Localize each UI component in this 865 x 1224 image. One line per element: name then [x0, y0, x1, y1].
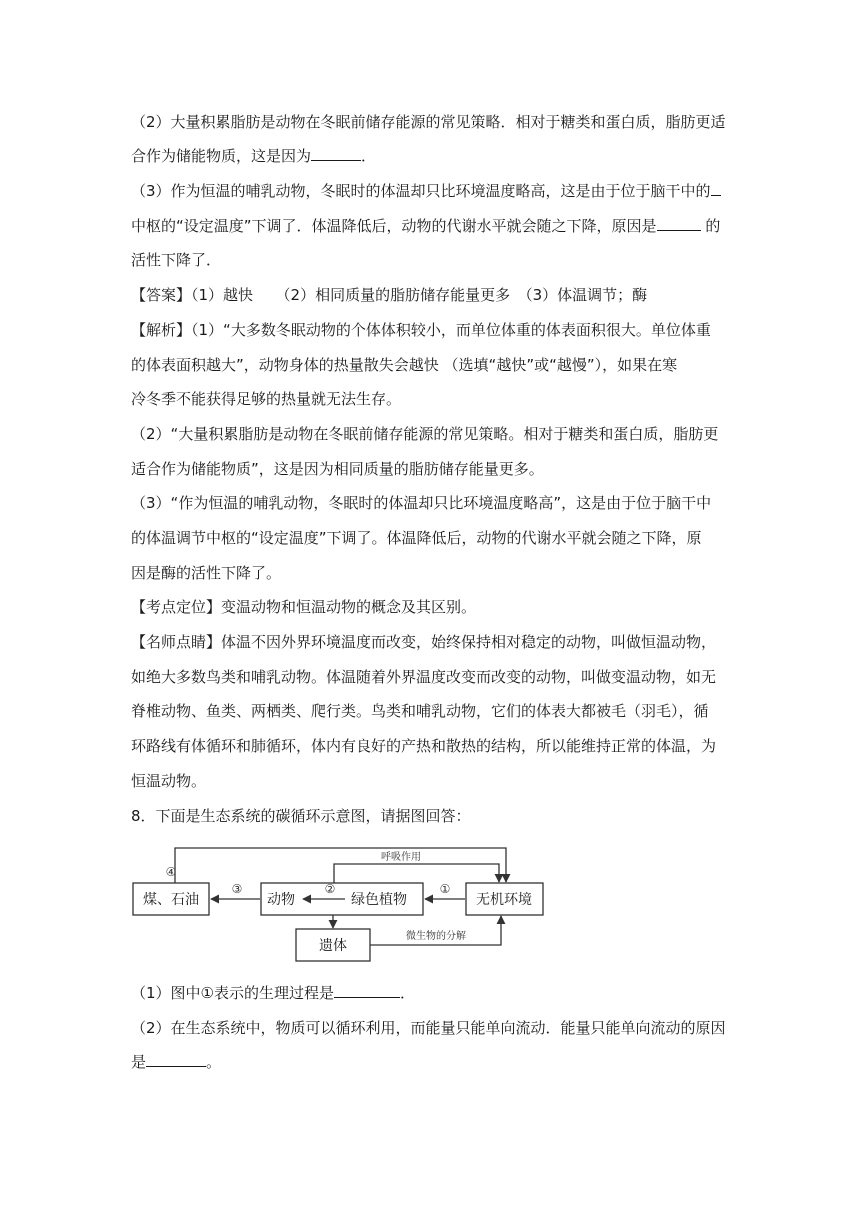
q7-part3-line1 — [131, 181, 721, 201]
answer-blank — [311, 146, 361, 161]
answer-blank — [711, 181, 721, 196]
node-plant: 绿色植物 — [351, 892, 407, 908]
q7-part3-line3: 活性下降了． — [131, 251, 222, 269]
q8-sub2-line1: （2）在生态系统中，物质可以循环利用，而能量只能单向流动．能量只能单向流动的原因 — [131, 1019, 726, 1037]
q7-part2-end: ． — [361, 147, 377, 165]
q8-stem: 8．下面是生态系统的碳循环示意图，请据图回答： — [131, 807, 471, 825]
mingshi-line: 【名师点睛】体温不因外界环境温度而改变，始终保持相对稳定的动物，叫做恒温动物， — [131, 633, 717, 651]
mingshi-line: 脊椎动物、鱼类、两栖类、爬行类。鸟类和哺乳动物，它们的体表大都被毛（羽毛），循 — [131, 702, 709, 720]
q7-part2-line1: （2）大量积累脂肪是动物在冬眠前储存能源的常见策略．相对于糖类和蛋白质，脂肪更适 — [131, 113, 726, 131]
node-remains: 遗体 — [319, 938, 347, 954]
label-respiration: 呼吸作用 — [381, 852, 421, 863]
arrow-respiration — [334, 864, 499, 883]
mingshi-line: 环路线有体循环和肺循环，体内有良好的产热和散热的结构，所以能维持正常的体温，为 — [131, 737, 717, 755]
q8-sub1-end: ． — [400, 984, 416, 1002]
q7-part3-end: 的 — [700, 217, 721, 235]
node-env: 无机环境 — [476, 892, 532, 908]
answer-blank — [657, 216, 701, 231]
label-4: ④ — [165, 865, 177, 879]
mingshi-line: 如绝大多数鸟类和哺乳动物。体温随着外界温度改变而改变的动物，叫做变温动物，如无 — [131, 668, 717, 686]
analysis-line: 适合作为储能物质”，这是因为相同质量的脂肪储存能量更多。 — [131, 460, 544, 478]
analysis-line: （3）“作为恒温的哺乳动物，冬眠时的体温却只比环境温度略高”，这是由于位于脑干中 — [131, 494, 712, 512]
q8-sub2-end: 。 — [206, 1053, 222, 1071]
analysis-line: 的体表面积越大”，动物身体的热量散失会越快 （选填“越快”或“越慢”），如果在寒 — [131, 356, 678, 374]
arrow-4-coal-to-env — [175, 848, 506, 883]
label-1: ① — [439, 882, 451, 896]
node-coal: 煤、石油 — [143, 892, 199, 908]
q7-part3-text: （3）作为恒温的哺乳动物，冬眠时的体温却只比环境温度略高，这是由于位于脑干中的 — [131, 182, 711, 200]
answer-blank — [146, 1052, 206, 1067]
q7-part3-line2 — [131, 216, 720, 236]
mingshi-line: 恒温动物。 — [131, 772, 207, 790]
q7-part3-text2: 中枢的“设定温度”下调了．体温降低后，动物的代谢水平就会随之下降，原因是 — [131, 217, 657, 235]
analysis-line: 因是酶的活性下降了。 — [131, 564, 282, 582]
q8-sub2-line2 — [131, 1052, 221, 1072]
q8-sub2-text: 是 — [131, 1053, 147, 1071]
kaodian-line: 【考点定位】变温动物和恒温动物的概念及其区别。 — [131, 598, 477, 616]
analysis-line: 的体温调节中枢的“设定温度”下调了。体温降低后，动物的代谢水平就会随之下降，原 — [131, 529, 702, 547]
q7-part2-text: 合作为储能物质，这是因为 — [131, 147, 312, 165]
carbon-cycle-diagram — [131, 842, 547, 968]
q8-sub1 — [131, 983, 415, 1003]
analysis-line: （2）“大量积累脂肪是动物在冬眠前储存能源的常见策略。相对于糖类和蛋白质，脂肪更 — [131, 425, 719, 443]
q8-sub1-text: （1）图中①表示的生理过程是 — [131, 984, 334, 1002]
label-decompose: 微生物的分解 — [406, 931, 466, 942]
analysis-line: 冷冬季不能获得足够的热量就无法生存。 — [131, 390, 402, 408]
label-2: ② — [324, 882, 336, 896]
label-3: ③ — [231, 882, 243, 896]
node-animal: 动物 — [267, 892, 295, 908]
answer-line: 【答案】（1）越快 （2）相同质量的脂肪储存能量更多 （3）体温调节；酶 — [131, 286, 648, 304]
q7-part2-line2 — [131, 146, 376, 166]
analysis-line: 【解析】（1）“大多数冬眠动物的个体体积较小，而单位体重的体表面积很大。单位体重 — [131, 321, 711, 339]
answer-blank — [334, 983, 400, 998]
